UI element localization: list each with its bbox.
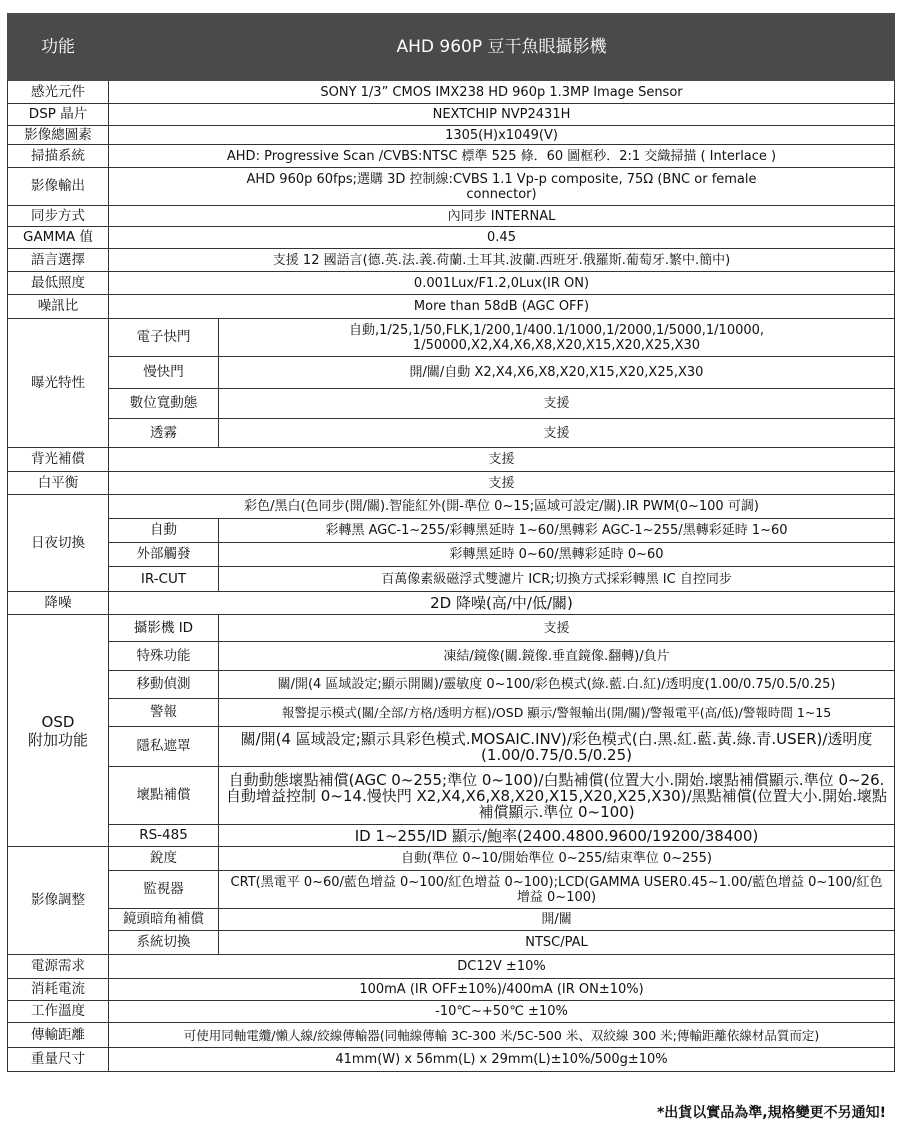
table-row bbox=[8, 104, 895, 126]
spec-table bbox=[7, 13, 895, 1072]
row-value: ID 1~255/ID 顯示/鮑率(2400.4800.9600/19200/38400) bbox=[219, 825, 895, 847]
table-row bbox=[8, 168, 895, 206]
header-product-title: AHD 960P 豆干魚眼攝影機 bbox=[109, 14, 895, 81]
row-value: 支援 bbox=[109, 472, 895, 495]
table-row bbox=[8, 727, 895, 767]
row-label: 降噪 bbox=[8, 592, 109, 615]
table-row bbox=[8, 909, 895, 931]
row-value: 支援 12 國語言(德.英.法.義.荷蘭.土耳其.波蘭.西班牙.俄羅斯.葡萄牙.繁中.簡中) bbox=[109, 249, 895, 272]
table-row bbox=[8, 519, 895, 543]
table-row bbox=[8, 592, 895, 615]
sub-label: 透霧 bbox=[109, 419, 219, 448]
row-value: More than 58dB (AGC OFF) bbox=[109, 295, 895, 319]
footnote: *出貨以實品為準,規格變更不另通知! bbox=[656, 1105, 886, 1121]
row-value: AHD 960p 60fps;選購 3D 控制線:CVBS 1.1 Vp-p composite, 75Ω (BNC or female connector) bbox=[109, 168, 895, 206]
row-value: 自動(準位 0~10/開始準位 0~255/結束準位 0~255) bbox=[219, 847, 895, 871]
table-row bbox=[8, 567, 895, 592]
table-row bbox=[8, 931, 895, 955]
table-row bbox=[8, 543, 895, 567]
row-value: AHD: Progressive Scan /CVBS:NTSC 標準 525 條．60 圖框秒．2:1 交織掃描 ( Interlace ) bbox=[109, 145, 895, 168]
row-value: 關/開(4 區域設定;顯示開關)/靈敏度 0~100/彩色模式(綠.藍.白.紅)/透明度(1.00/0.75/0.5/0.25) bbox=[219, 671, 895, 699]
table-row bbox=[8, 145, 895, 168]
section-label-osd bbox=[8, 615, 109, 847]
row-label: 白平衡 bbox=[8, 472, 109, 495]
table-row bbox=[8, 126, 895, 145]
table-row bbox=[8, 1001, 895, 1023]
row-value: 41mm(W) x 56mm(L) x 29mm(L)±10%/500g±10% bbox=[109, 1048, 895, 1072]
table-row bbox=[8, 495, 895, 519]
table-row bbox=[8, 389, 895, 419]
section-label-image-adjust: 影像調整 bbox=[8, 847, 109, 955]
row-value: CRT(黑電平 0~60/藍色增益 0~100/紅色增益 0~100);LCD(GAMMA USER0.45~1.00/藍色增益 0~100/紅色增益 0~100) bbox=[219, 871, 895, 909]
osd-label-line2: 附加功能 bbox=[27, 730, 88, 749]
row-value: 關/開(4 區域設定;顯示具彩色模式.MOSAIC.INV)/彩色模式(白.黑.紅.藍.黃.綠.青.USER)/透明度(1.00/0.75/0.5/0.25) bbox=[219, 727, 895, 767]
table-row bbox=[8, 979, 895, 1001]
sub-label: RS-485 bbox=[109, 825, 219, 847]
table-row bbox=[8, 319, 895, 357]
row-value: 100mA (IR OFF±10%)/400mA (IR ON±10%) bbox=[109, 979, 895, 1001]
table-row bbox=[8, 419, 895, 448]
row-value: 支援 bbox=[219, 615, 895, 642]
table-row bbox=[8, 357, 895, 389]
section-label-day-night: 日夜切換 bbox=[8, 495, 109, 592]
row-value: 報警提示模式(關/全部/方格/透明方框)/OSD 顯示/警報輸出(開/關)/警報電平(高/低)/警報時間 1~15 bbox=[219, 699, 895, 727]
table-row bbox=[8, 272, 895, 295]
row-label: 同步方式 bbox=[8, 206, 109, 227]
table-row bbox=[8, 227, 895, 249]
row-label: 噪訊比 bbox=[8, 295, 109, 319]
row-value: 1305(H)x1049(V) bbox=[109, 126, 895, 145]
sub-label: 系統切換 bbox=[109, 931, 219, 955]
row-label: 工作溫度 bbox=[8, 1001, 109, 1023]
table-header bbox=[8, 14, 895, 81]
sub-label: 銳度 bbox=[109, 847, 219, 871]
row-value: 彩轉黑 AGC-1~255/彩轉黑延時 1~60/黑轉彩 AGC-1~255/黑轉彩延時 1~60 bbox=[219, 519, 895, 543]
table-row bbox=[8, 955, 895, 979]
row-value: NEXTCHIP NVP2431H bbox=[109, 104, 895, 126]
row-value: 開/關 bbox=[219, 909, 895, 931]
row-value: 0.45 bbox=[109, 227, 895, 249]
row-value: 支援 bbox=[109, 448, 895, 472]
row-label: DSP 晶片 bbox=[8, 104, 109, 126]
table-row bbox=[8, 81, 895, 104]
sub-label: 鏡頭暗角補償 bbox=[109, 909, 219, 931]
header-function: 功能 bbox=[8, 14, 109, 81]
row-value: SONY 1/3” CMOS IMX238 HD 960p 1.3MP Image Sensor bbox=[109, 81, 895, 104]
row-label: 感光元件 bbox=[8, 81, 109, 104]
sub-label: 外部觸發 bbox=[109, 543, 219, 567]
osd-label-line1: OSD bbox=[41, 712, 75, 731]
row-label: 電源需求 bbox=[8, 955, 109, 979]
sub-label: 電子快門 bbox=[109, 319, 219, 357]
row-value: 內同步 INTERNAL bbox=[109, 206, 895, 227]
table-row bbox=[8, 206, 895, 227]
row-label: 語言選擇 bbox=[8, 249, 109, 272]
table-row bbox=[8, 1023, 895, 1048]
table-row bbox=[8, 847, 895, 871]
sub-label: 數位寬動態 bbox=[109, 389, 219, 419]
sub-label: 監視器 bbox=[109, 871, 219, 909]
table-row bbox=[8, 295, 895, 319]
row-value: 2D 降噪(高/中/低/關) bbox=[109, 592, 895, 615]
row-value: 自動,1/25,1/50,FLK,1/200,1/400.1/1000,1/2000,1/5000,1/10000, 1/50000,X2,X4,X6,X8,X20,X15,X20,X25,X30 bbox=[219, 319, 895, 357]
row-label: 背光補償 bbox=[8, 448, 109, 472]
section-label-exposure: 曝光特性 bbox=[8, 319, 109, 448]
row-label: 影像總圖素 bbox=[8, 126, 109, 145]
table-row bbox=[8, 767, 895, 825]
sub-label: 警報 bbox=[109, 699, 219, 727]
row-label: 掃描系統 bbox=[8, 145, 109, 168]
table-row bbox=[8, 448, 895, 472]
table-row bbox=[8, 671, 895, 699]
table-row bbox=[8, 1048, 895, 1072]
row-value: 彩轉黑延時 0~60/黑轉彩延時 0~60 bbox=[219, 543, 895, 567]
row-value: 自動動態壞點補償(AGC 0~255;準位 0~100)/白點補償(位置大小.開始.壞點補償顯示.準位 0~26.自動增益控制 0~14.慢快門 X2,X4,X6,X8,X20,X15,X20,X25,X30)/黑點補償(位置大小.開始.壞點補償顯示.準位 0~100) bbox=[219, 767, 895, 825]
row-value: 0.001Lux/F1.2,0Lux(IR ON) bbox=[109, 272, 895, 295]
row-value: 支援 bbox=[219, 389, 895, 419]
row-label: 重量尺寸 bbox=[8, 1048, 109, 1072]
table-row bbox=[8, 642, 895, 671]
table-row bbox=[8, 871, 895, 909]
sub-label: 自動 bbox=[109, 519, 219, 543]
sub-label: 攝影機 ID bbox=[109, 615, 219, 642]
row-value: 支援 bbox=[219, 419, 895, 448]
sub-label: 慢快門 bbox=[109, 357, 219, 389]
sub-label: 隱私遮罩 bbox=[109, 727, 219, 767]
table-row bbox=[8, 825, 895, 847]
table-row bbox=[8, 615, 895, 642]
sub-label: 壞點補償 bbox=[109, 767, 219, 825]
sub-label: IR-CUT bbox=[109, 567, 219, 592]
row-label: 消耗電流 bbox=[8, 979, 109, 1001]
row-value: 百萬像素級磁浮式雙濾片 ICR;切換方式採彩轉黑 IC 自控同步 bbox=[219, 567, 895, 592]
row-value: 彩色/黑白(色同步(開/關).智能紅外(開-準位 0~15;區域可設定/關).IR PWM(0~100 可調) bbox=[109, 495, 895, 519]
row-label: GAMMA 值 bbox=[8, 227, 109, 249]
row-label: 最低照度 bbox=[8, 272, 109, 295]
row-value: 開/關/自動 X2,X4,X6,X8,X20,X15,X20,X25,X30 bbox=[219, 357, 895, 389]
row-value: 凍結/鏡像(關.鏡像.垂直鏡像.翻轉)/負片 bbox=[219, 642, 895, 671]
table-row bbox=[8, 699, 895, 727]
row-label: 傳輸距離 bbox=[8, 1023, 109, 1048]
row-value: -10℃~+50℃ ±10% bbox=[109, 1001, 895, 1023]
table-row bbox=[8, 472, 895, 495]
row-value: 可使用同軸電纜/懶人線/絞線傳輸器(同軸線傳輸 3C-300 米/5C-500 米、双絞線 300 米;傳輸距離依線材品質而定) bbox=[109, 1023, 895, 1048]
row-value: DC12V ±10% bbox=[109, 955, 895, 979]
sub-label: 移動偵測 bbox=[109, 671, 219, 699]
row-value: NTSC/PAL bbox=[219, 931, 895, 955]
row-label: 影像輸出 bbox=[8, 168, 109, 206]
table-row bbox=[8, 249, 895, 272]
sub-label: 特殊功能 bbox=[109, 642, 219, 671]
